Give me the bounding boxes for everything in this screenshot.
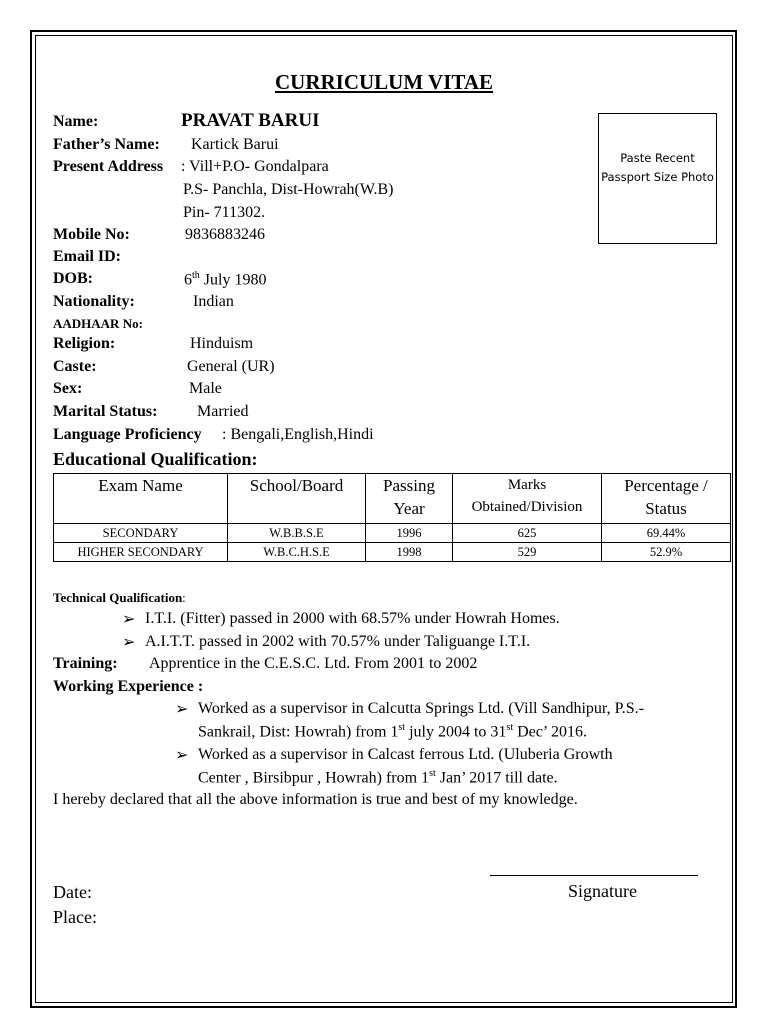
bullet-icon: ➢: [175, 747, 189, 764]
language-value: : Bengali,English,Hindi: [222, 426, 374, 443]
training-label: Training:: [53, 655, 118, 672]
cell-marks: 625: [453, 524, 602, 543]
cell-percentage: 69.44%: [602, 524, 731, 543]
cell-percentage: 52.9%: [602, 543, 731, 562]
dob-label: DOB:: [53, 270, 93, 287]
photo-placeholder: Paste Recent Passport Size Photo: [598, 113, 717, 244]
cell-board: W.B.B.S.E: [228, 524, 366, 543]
religion-label: Religion:: [53, 335, 116, 352]
experience-item-2-line-1: Worked as a supervisor in Calcast ferrous Ltd. (Uluberia Growth: [198, 746, 613, 763]
table-row: [54, 543, 731, 562]
bullet-icon: ➢: [122, 634, 136, 651]
address-label: Present Address: [53, 158, 164, 175]
cell-year: 1996: [366, 524, 453, 543]
language-label: Language Proficiency: [53, 426, 202, 443]
table-header-row: [54, 474, 731, 524]
place-label: Place:: [53, 907, 97, 927]
cell-year: 1998: [366, 543, 453, 562]
header-board: School/Board: [228, 474, 366, 524]
technical-item: A.I.T.T. passed in 2002 with 70.57% under Taliguange I.T.I.: [145, 633, 531, 650]
address-line-1: : Vill+P.O- Gondalpara: [181, 158, 329, 175]
header-exam: Exam Name: [54, 474, 228, 524]
name-label: Name:: [53, 113, 99, 130]
date-label: Date:: [53, 882, 92, 902]
cell-exam: SECONDARY: [54, 524, 228, 543]
address-line-2: P.S- Panchla, Dist-Howrah(W.B): [183, 181, 394, 198]
dob-value: 6th July 1980: [184, 270, 267, 289]
document-title: CURRICULUM VITAE: [275, 70, 493, 94]
nationality-label: Nationality:: [53, 293, 135, 310]
bullet-icon: ➢: [122, 611, 136, 628]
mobile-value: 9836883246: [185, 226, 265, 243]
bullet-icon: ➢: [175, 701, 189, 718]
technical-heading: Technical Qualification:: [53, 590, 186, 605]
experience-item-2-line-2: Center , Birsibpur , Howrah) from 1st Jan’ 2017 till date.: [198, 768, 558, 787]
caste-value: General (UR): [187, 358, 275, 375]
email-label: Email ID:: [53, 248, 121, 265]
signature-line: [490, 875, 698, 876]
father-name-label: Father’s Name:: [53, 136, 160, 153]
experience-item-1-line-1: Worked as a supervisor in Calcutta Springs Ltd. (Vill Sandhipur, P.S.-: [198, 700, 644, 717]
table-row: [54, 524, 731, 543]
experience-heading: Working Experience :: [53, 678, 204, 695]
religion-value: Hinduism: [190, 335, 254, 352]
cell-marks: 529: [453, 543, 602, 562]
header-marks: Marks Obtained/Division: [453, 474, 602, 524]
technical-item: I.T.I. (Fitter) passed in 2000 with 68.57% under Howrah Homes.: [145, 610, 560, 627]
aadhaar-label: AADHAAR No:: [53, 316, 143, 331]
sex-value: Male: [189, 380, 222, 397]
header-year: Passing Year: [366, 474, 453, 524]
cell-board: W.B.C.H.S.E: [228, 543, 366, 562]
nationality-value: Indian: [193, 293, 234, 310]
signature-label: Signature: [568, 881, 637, 901]
mobile-label: Mobile No:: [53, 226, 130, 243]
father-name-value: Kartick Barui: [191, 136, 279, 153]
address-line-3: Pin- 711302.: [183, 204, 266, 221]
sex-label: Sex:: [53, 380, 83, 397]
declaration-text: I hereby declared that all the above information is true and best of my knowledge.: [53, 791, 578, 808]
education-heading: Educational Qualification:: [53, 449, 258, 469]
marital-status-value: Married: [197, 403, 249, 420]
header-percentage: Percentage / Status: [602, 474, 731, 524]
name-value: PRAVAT BARUI: [181, 110, 320, 131]
training-value: Apprentice in the C.E.S.C. Ltd. From 2001 to 2002: [149, 655, 478, 672]
cell-exam: HIGHER SECONDARY: [54, 543, 228, 562]
education-table: [53, 473, 731, 562]
marital-status-label: Marital Status:: [53, 403, 158, 420]
experience-item-1-line-2: Sankrail, Dist: Howrah) from 1st july 2004 to 31st Dec’ 2016.: [198, 722, 587, 741]
caste-label: Caste:: [53, 358, 97, 375]
